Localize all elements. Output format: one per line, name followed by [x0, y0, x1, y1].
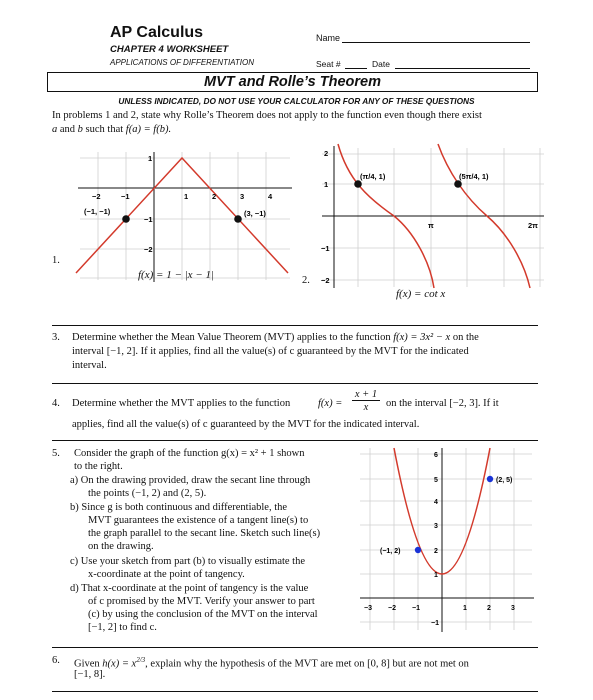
q5-ytick-1: 1: [434, 572, 438, 579]
q5-xtick-2: 2: [487, 605, 491, 612]
date-line[interactable]: [395, 68, 530, 69]
q4-line-2: applies, find all the value(s) of c guaranteed by the MVT for the indicated interval.: [72, 419, 420, 430]
q5-part-b-4: on the drawing.: [88, 541, 154, 552]
q6-line-1: [74, 654, 469, 671]
q5-part-d-3: (c) by using the conclusion of the MVT on the interval: [88, 609, 318, 620]
q3-line-1: [72, 331, 479, 345]
q5-part-c-2: x-coordinate at the point of tangency.: [88, 569, 245, 580]
q4-text-a: Determine whether the MVT applies to the function: [72, 398, 291, 409]
q5-part-a-1: a) On the drawing provided, draw the secant line through: [70, 475, 311, 486]
q5-xtick-neg1: −1: [412, 605, 420, 612]
p1-ytick-neg1: −1: [144, 215, 153, 224]
name-line[interactable]: [342, 42, 530, 43]
p2-ytick-neg2: −2: [321, 276, 330, 285]
problem2-grid: [322, 148, 544, 287]
problem1-number: 1.: [52, 255, 60, 266]
q5-label-right: (2, 5): [496, 477, 513, 484]
q5-ytick-5: 5: [434, 477, 438, 484]
var-a: a: [52, 124, 58, 135]
p2-ytick-2: 2: [324, 149, 329, 158]
q3-number: 3.: [52, 332, 60, 343]
and-text: and: [57, 124, 78, 135]
p2-xtick-2pi: 2π: [528, 221, 538, 230]
q5-part-c-1: c) Use your sketch from part (b) to visually estimate the: [70, 556, 306, 567]
seat-line[interactable]: [345, 68, 367, 69]
p2-ytick-1: 1: [324, 180, 329, 189]
q5-part-d-4: [−1, 2] to find c.: [88, 622, 157, 633]
q4-fx: f(x) =: [318, 398, 343, 409]
q5-part-b-3: the graph parallel to the secant line. Sketch such line(s): [88, 528, 321, 539]
q5-xtick-neg2: −2: [388, 605, 396, 612]
var-b: b: [77, 124, 83, 135]
problem2-number: 2.: [302, 275, 310, 286]
q4-denominator: x: [363, 402, 369, 413]
divider-1: [52, 325, 538, 326]
p1-xtick-1: 1: [184, 192, 189, 201]
q4-numerator: x + 1: [352, 389, 380, 401]
problem1-formula: f(x) = 1 − |x − 1|: [138, 269, 214, 281]
problem1-graph: [70, 148, 310, 288]
chapter-label: CHAPTER 4 WORKSHEET: [110, 44, 229, 55]
q6-given: Given: [74, 658, 100, 670]
q5-part-b-2: MVT guarantees the existence of a tangent line(s) to: [88, 515, 309, 526]
q5-grid: [360, 448, 532, 630]
fa-equals-fb: f(a) = f(b).: [125, 124, 172, 135]
divider-5: [52, 691, 538, 692]
p2-ytick-neg1: −1: [321, 244, 330, 253]
q5-ytick-3: 3: [434, 523, 438, 530]
q6-exponent: 2/3: [136, 656, 146, 664]
q5-ytick-2: 2: [434, 548, 438, 555]
p1-label-right: (3, −1): [244, 209, 266, 218]
q5-point-right: [487, 476, 493, 482]
q5-xtick-3: 3: [511, 605, 515, 612]
q5-xtick-1: 1: [463, 605, 467, 612]
chapter-subtitle: APPLICATIONS OF DIFFERENTIATION: [110, 58, 255, 67]
q4-number: 4.: [52, 398, 60, 409]
q5-intro-1: Consider the graph of the function g(x) = x² + 1 shown: [74, 448, 305, 459]
date-label: Date: [372, 59, 390, 69]
q5-ytick-neg1: −1: [431, 620, 439, 627]
name-label: Name: [316, 33, 341, 43]
problem2-point-left: [354, 180, 362, 188]
q3-line-3: interval.: [72, 360, 107, 371]
divider-4: [52, 647, 538, 648]
p1-xtick-2: 2: [212, 192, 217, 201]
q5-part-d-1: d) That x-coordinate at the point of tangency is the value: [70, 583, 309, 594]
problem1-point-left: [122, 215, 130, 223]
p2-label-left: (π/4, 1): [360, 172, 386, 181]
q6-text: , explain why the hypothesis of the MVT are met on [0, 8] but are not met on: [145, 658, 469, 670]
q5-point-left: [415, 547, 421, 553]
problem1-point-right: [234, 215, 242, 223]
p2-label-right: (5π/4, 1): [459, 172, 489, 181]
q5-part-d-2: of c promised by the MVT. Verify your answer to part: [88, 596, 315, 607]
q5-intro-2: to the right.: [74, 461, 123, 472]
problem2-graph: [318, 142, 548, 292]
page-title: MVT and Rolle’s Theorem: [204, 74, 381, 90]
q5-number: 5.: [52, 448, 60, 459]
p1-label-left: (−1, −1): [84, 207, 111, 216]
calculator-warning: UNLESS INDICATED, DO NOT USE YOUR CALCULATOR FOR ANY OF THESE QUESTIONS: [118, 96, 475, 106]
p1-ytick-1: 1: [148, 154, 153, 163]
q5-part-a-2: the points (−1, 2) and (2, 5).: [88, 488, 207, 499]
q6-function: h(x) = x: [102, 658, 137, 670]
q5-graph: [356, 444, 538, 634]
p1-xtick-4: 4: [268, 192, 273, 201]
problem2-formula: f(x) = cot x: [396, 288, 446, 300]
p2-xtick-pi: π: [428, 221, 434, 230]
q5-label-left: (−1, 2): [380, 548, 401, 555]
title-box: [47, 72, 538, 92]
course-title: AP Calculus: [110, 24, 204, 41]
divider-3: [52, 440, 538, 441]
q3-text-c: on the: [452, 332, 479, 343]
divider-2: [52, 383, 538, 384]
q5-xtick-neg3: −3: [364, 605, 372, 612]
such-text: such that: [82, 124, 126, 135]
q5-part-b-1: b) Since g is both continuous and differentiable, the: [70, 502, 288, 513]
problem2-point-right: [454, 180, 462, 188]
q4-text-b: on the interval [−2, 3]. If it: [386, 398, 499, 409]
q5-ytick-6: 6: [434, 452, 438, 459]
q3-line-2: interval [−1, 2]. If it applies, find all the value(s) of c guaranteed by the MVT for the indicated: [72, 346, 469, 357]
q6-number: 6.: [52, 655, 60, 666]
seat-label: Seat #: [316, 59, 341, 69]
q5-ytick-4: 4: [434, 499, 438, 506]
q3-function: f(x) = 3x² − x: [393, 332, 451, 343]
q3-text-a: Determine whether the Mean Value Theorem (MVT) applies to the function: [72, 332, 391, 343]
intro-line-1: In problems 1 and 2, state why Rolle’s Theorem does not apply to the function even though there exist: [52, 110, 482, 121]
q6-line-2: [−1, 8].: [74, 669, 106, 680]
p1-ytick-neg2: −2: [144, 245, 153, 254]
p1-xtick-neg2: −2: [92, 192, 101, 201]
p1-xtick-neg1: −1: [121, 192, 130, 201]
intro-line-2: [52, 123, 171, 137]
p1-xtick-3: 3: [240, 192, 245, 201]
